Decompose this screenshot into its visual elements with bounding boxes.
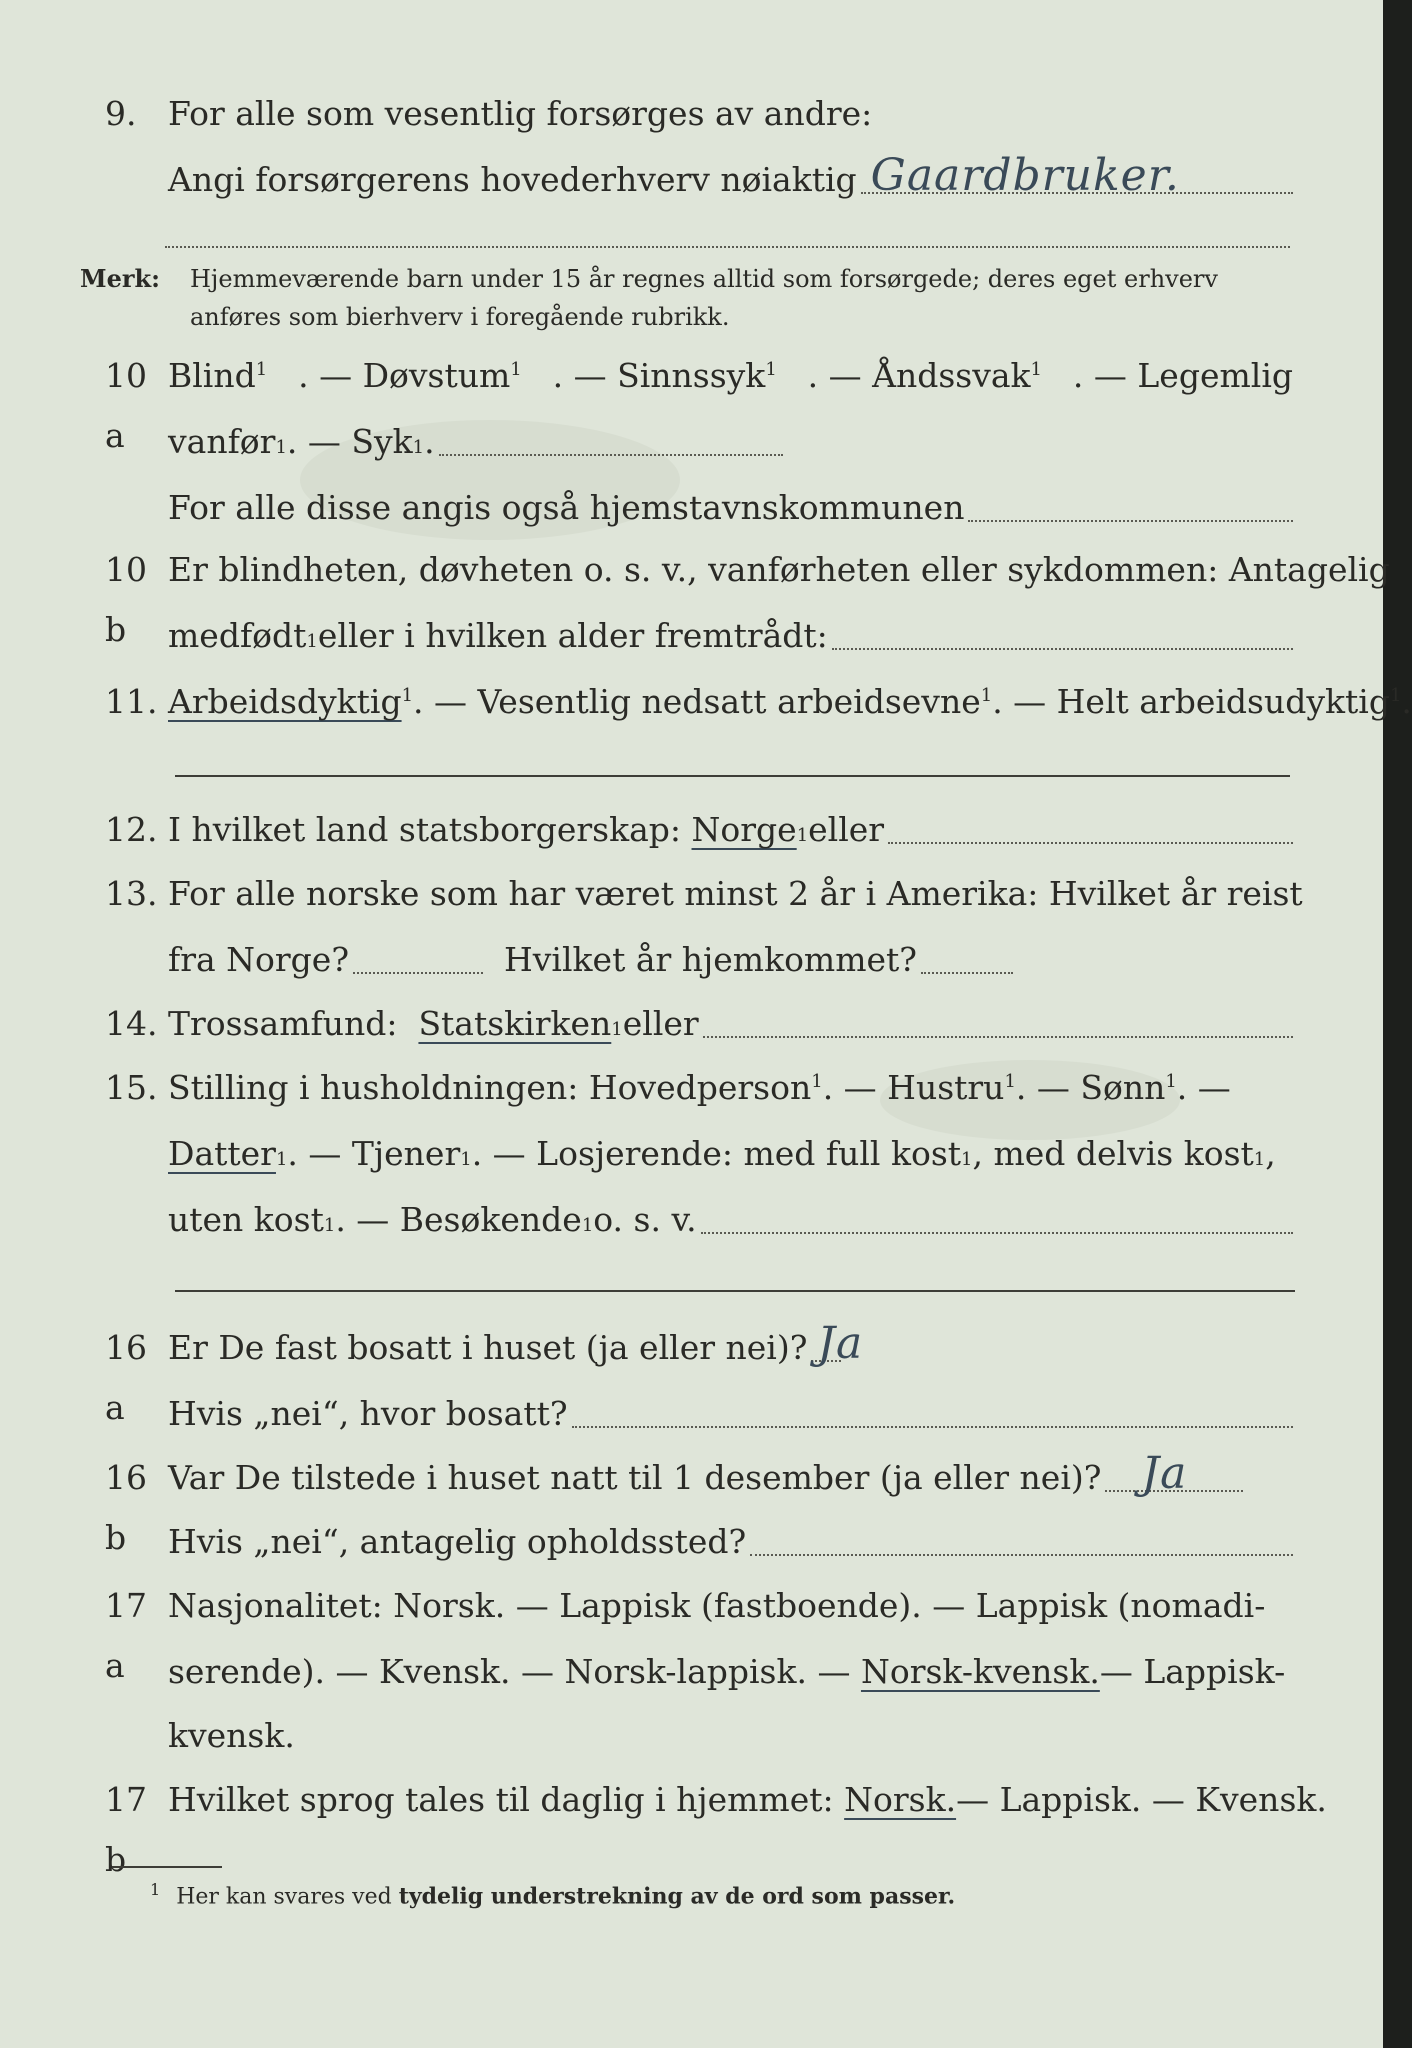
q17a-kvensk: kvensk. <box>168 1716 295 1755</box>
q15-losjerende: . — Losjerende: med full kost <box>471 1134 962 1173</box>
q17a-number: 17 a <box>105 1586 147 1685</box>
footnote-ref: 1 <box>1004 1071 1016 1092</box>
q13-line1 <box>0 864 1383 924</box>
merk-label: Merk: <box>80 264 160 293</box>
q11-number: 11. <box>105 682 158 721</box>
q11-arbeidsdyktig: Arbeidsdyktig <box>168 682 402 721</box>
q14-question: Trossamfund: <box>168 1004 398 1043</box>
q10a-period: . <box>424 422 435 461</box>
q10b-alder: eller i hvilken alder fremtrådt: <box>317 616 828 655</box>
q15-answer-line <box>175 1290 1295 1292</box>
q15-besokende: . — Besøkende <box>335 1200 582 1239</box>
q13-number: 13. <box>105 874 158 913</box>
q12-answer-field[interactable] <box>888 842 1293 844</box>
q11-answer-line <box>685 775 1290 777</box>
footnote-text: Her kan svares ved <box>176 1884 399 1910</box>
q10a-legemlig: . — Legemlig <box>1072 356 1293 395</box>
q10a-syk-field[interactable] <box>439 454 783 456</box>
footnote-rule <box>112 1866 222 1868</box>
q16b-answer-field[interactable] <box>1105 1448 1243 1499</box>
q10a-syk: . — Syk <box>286 422 413 461</box>
q9-number: 9. <box>105 94 137 133</box>
footnote-ref: 1 <box>980 685 993 706</box>
q17b-question: Hvilket sprog tales til daglig i hjemmet: <box>168 1780 834 1819</box>
q10a-sinnssyk: . — Sinnssyk <box>552 356 766 395</box>
q13-hjemkommet-field[interactable] <box>921 972 1013 974</box>
q13-reist: fra Norge? <box>168 940 350 979</box>
q13-reist-field[interactable] <box>353 972 483 974</box>
q10b-question: Er blindheten, døvheten o. s. v., vanførheten eller sykdommen: Antagelig <box>168 550 1390 589</box>
merk-note <box>0 260 1383 340</box>
q10b-line2: medfødt 1 eller i hvilken alder fremtrådt: <box>0 606 1383 666</box>
q12-number: 12. <box>105 810 158 849</box>
q9-extra-line <box>165 246 1290 248</box>
q17a-question: Nasjonalitet: Norsk. — Lappisk (fastboende). — Lappisk (nomadi- <box>168 1586 1266 1625</box>
q10b-medfodt: medfødt <box>168 616 307 655</box>
q9-question: For alle som vesentlig forsørges av andre: <box>168 94 873 133</box>
q15-datter: Datter <box>168 1134 276 1173</box>
q11-period: . <box>1401 682 1412 721</box>
q14-statskirken: Statskirken <box>418 1004 612 1043</box>
merk-line1: Hjemmeværende barn under 15 år regnes alltid som forsørgede; deres eget erhverv <box>190 265 1218 293</box>
q12-question: I hvilket land statsborgerskap: <box>168 810 682 849</box>
q9-label: Angi forsørgerens hovederhverv nøiaktig <box>168 160 857 199</box>
q16b-question: Var De tilstede i huset natt til 1 desember (ja eller nei)? <box>168 1458 1102 1497</box>
q12-norge: Norge <box>691 810 797 849</box>
footnote-ref: 1 <box>510 359 522 380</box>
q10a-line3 <box>0 478 1383 538</box>
q12-eller: eller <box>808 810 885 849</box>
q10a-dovstum: . — Døvstum <box>298 356 511 395</box>
q15-answer-field[interactable] <box>701 1232 1293 1234</box>
q10a-hjemstavn-field[interactable] <box>968 520 1293 522</box>
q10a-line2: vanfør 1 . — Syk 1 . <box>0 412 1383 472</box>
q15-osv: o. s. v. <box>593 1200 697 1239</box>
q10a-vanfor: vanfør <box>168 422 276 461</box>
q15-sonn: . — Sønn <box>1015 1068 1166 1107</box>
q10a-blind: Blind <box>168 356 256 395</box>
q10b-answer-field[interactable] <box>832 648 1293 650</box>
q9-line2 <box>0 150 1383 210</box>
q16a-hvor-bosatt: Hvis „nei“, hvor bosatt? <box>168 1394 568 1433</box>
merk-line2: anføres som bierhverv i foregående rubrikk. <box>190 303 730 331</box>
q13-question: For alle norske som har været minst 2 år i Amerika: Hvilket år reist <box>168 874 1303 913</box>
footnote-ref: 1 <box>1165 1071 1177 1092</box>
q10b-number: 10 b <box>105 550 147 649</box>
footnote-bold-text: tydelig understrekning av de ord som passer. <box>398 1883 956 1910</box>
q15-line2: Datter 1 . — Tjener 1 . — Losjerende: med full kost 1 , med delvis kost 1 , <box>0 1124 1383 1184</box>
q9-line1 <box>0 84 1383 144</box>
q15-number: 15. <box>105 1068 158 1107</box>
q17b-norsk: Norsk. <box>844 1780 957 1819</box>
q15-tjener: . — Tjener <box>287 1134 461 1173</box>
q14-answer-field[interactable] <box>703 1036 1293 1038</box>
q11-nedsatt: . — Vesentlig nedsatt arbeidsevne <box>413 682 981 721</box>
q15-line3: uten kost 1 . — Besøkende 1 o. s. v. <box>0 1190 1383 1250</box>
q14-number: 14. <box>105 1004 158 1043</box>
q13-hjemkommet: Hvilket år hjemkommet? <box>504 940 917 979</box>
footnote-ref: 1 <box>1030 359 1042 380</box>
q10a-andssvak: . — Åndssvak <box>807 356 1031 395</box>
q10a-number: 10 a <box>105 356 147 455</box>
q16a-answer-field[interactable] <box>811 1318 864 1369</box>
footnote <box>150 1880 955 1909</box>
footnote-ref: 1 <box>1389 685 1402 706</box>
q15-line1 <box>0 1058 1383 1118</box>
q16a-number: 16 a <box>105 1328 147 1427</box>
q12-line: 12. I hvilket land statsborgerskap: Norge 1 eller <box>0 800 1383 860</box>
q17a-line2 <box>0 1642 1383 1702</box>
q15-uten-kost: uten kost <box>168 1200 324 1239</box>
q11-line1 <box>0 672 1412 732</box>
q16b-line2 <box>0 1512 1383 1572</box>
q17a-norsk-kvensk: Norsk-kvensk. <box>860 1652 1100 1691</box>
q16b-number: 16 b <box>105 1458 147 1557</box>
q16b-opholdssted-field[interactable] <box>750 1554 1293 1556</box>
q16a-line2 <box>0 1384 1383 1444</box>
q15-hustru: . — Hustru <box>822 1068 1005 1107</box>
footnote-ref: 1 <box>255 359 268 380</box>
footnote-ref: 1 <box>401 685 414 706</box>
q17a-options: serende). — Kvensk. — Norsk-lappisk. — <box>168 1652 851 1691</box>
q16b-opholdssted: Hvis „nei“, antagelig opholdssted? <box>168 1522 747 1561</box>
q15-hovedperson: Stilling i husholdningen: Hovedperson <box>168 1068 812 1107</box>
q16a-bosatt-field[interactable] <box>572 1426 1293 1428</box>
q13-line2 <box>0 930 1383 990</box>
q14-line: 14. Trossamfund: Statskirken 1 eller <box>0 994 1383 1054</box>
q15-dash: . — <box>1176 1068 1231 1107</box>
q17b-line <box>0 1770 1383 1879</box>
q14-eller: eller <box>622 1004 699 1043</box>
q17a-lappisk: — Lappisk- <box>1099 1652 1286 1691</box>
q11-answer-line <box>175 775 685 777</box>
q10a-hjemstavn: For alle disse angis også hjemstavnskommunen <box>168 488 965 527</box>
q17a-line3 <box>0 1706 1383 1766</box>
q15-comma: , <box>1265 1134 1276 1173</box>
q9-answer-field[interactable] <box>861 150 1293 201</box>
q11-udyktig: . — Helt arbeidsudyktig <box>992 682 1390 721</box>
q16a-question: Er De fast bosatt i huset (ja eller nei)? <box>168 1328 808 1367</box>
q9-handwritten-answer: Gaardbruker. <box>870 150 1180 201</box>
q16a-handwritten-answer: Ja <box>817 1318 864 1369</box>
footnote-number: 1 <box>150 1880 161 1899</box>
q16b-handwritten-answer: Ja <box>1141 1448 1188 1499</box>
footnote-ref: 1 <box>765 359 777 380</box>
q17b-others: — Lappisk. — Kvensk. <box>956 1780 1327 1819</box>
q15-delvis: , med delvis kost <box>972 1134 1254 1173</box>
footnote-ref: 1 <box>811 1071 823 1092</box>
q17b-number: 17 b <box>105 1780 147 1879</box>
